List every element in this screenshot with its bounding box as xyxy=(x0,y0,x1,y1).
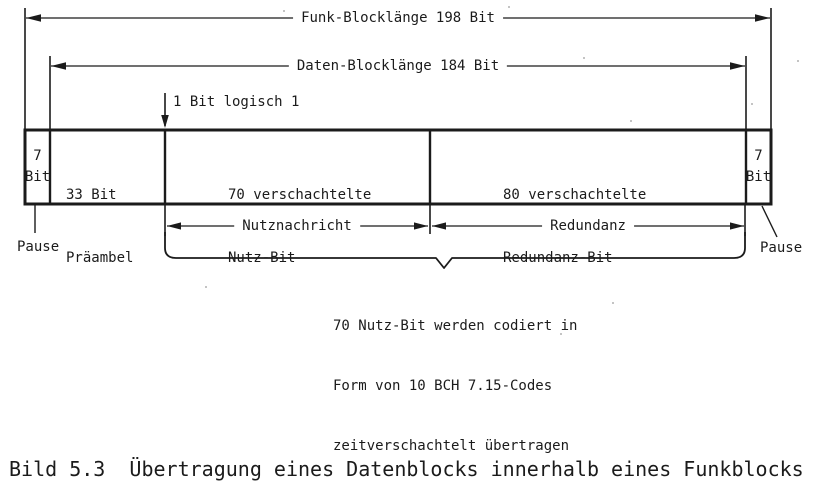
redundanz-label: Redundanz xyxy=(542,218,634,234)
coding-note-line: Form von 10 BCH 7.15-Codes xyxy=(333,378,553,394)
frame-box xyxy=(25,130,771,204)
frame-cell-line: 70 verschachtelte xyxy=(228,187,372,203)
arrowhead-funk-right xyxy=(755,14,770,22)
funk-block-length-label: Funk-Blocklänge 198 Bit xyxy=(293,10,503,26)
daten-block-length-label: Daten-Blocklänge 184 Bit xyxy=(289,58,507,74)
arrowhead-redundanz-left xyxy=(432,222,446,229)
frame-cell-preamble xyxy=(66,143,133,311)
start-bit-label: 1 Bit logisch 1 xyxy=(173,94,300,110)
figure-caption: Bild 5.3 Übertragung eines Datenblocks innerhalb eines Funkblocks xyxy=(9,457,804,481)
arrowhead-funk-left xyxy=(26,14,41,22)
pause-right-leader xyxy=(762,206,777,237)
frame-cell-line: Nutz-Bit xyxy=(228,250,296,266)
frame-cell-line: 7 xyxy=(754,148,763,164)
scan-noise-dot xyxy=(751,103,753,105)
scan-noise-dot xyxy=(612,302,614,304)
scan-noise-dot xyxy=(205,286,207,288)
frame-cell-line: Bit xyxy=(24,169,51,185)
pause-right-label: Pause xyxy=(760,240,803,256)
pause-left-label: Pause xyxy=(17,239,60,255)
arrowhead-nutznachricht-left xyxy=(167,222,181,229)
arrowhead-redundanz-right xyxy=(730,222,744,229)
arrowhead-nutznachricht-right xyxy=(414,222,428,229)
frame-cell-line: 80 verschachtelte xyxy=(503,187,647,203)
scan-noise-dot xyxy=(583,57,585,59)
frame-cell-line: Bit xyxy=(745,169,772,185)
coding-note-line: zeitverschachtelt übertragen xyxy=(333,438,570,454)
scan-noise-dot xyxy=(283,10,285,12)
frame-cell-line: 33 Bit xyxy=(66,187,117,203)
scan-noise-dot xyxy=(797,60,799,62)
scan-noise-dot xyxy=(508,6,510,8)
frame-cell-line: 7 xyxy=(33,148,42,164)
frame-cell-line: Redundanz-Bit xyxy=(503,250,613,266)
coding-note-line: 70 Nutz-Bit werden codiert in xyxy=(333,318,578,334)
frame-cell-line: Präambel xyxy=(66,250,134,266)
nutznachricht-label: Nutznachricht xyxy=(234,218,360,234)
arrowhead-daten-right xyxy=(730,62,745,70)
arrowheads xyxy=(26,14,770,229)
scan-noise-dot xyxy=(560,333,562,335)
frame-cell-pause-left xyxy=(25,130,50,204)
arrowhead-start-bit-down xyxy=(161,115,169,128)
scan-noise-dot xyxy=(630,120,632,122)
arrowhead-daten-left xyxy=(51,62,66,70)
frame-cell-pause-right xyxy=(746,130,771,204)
